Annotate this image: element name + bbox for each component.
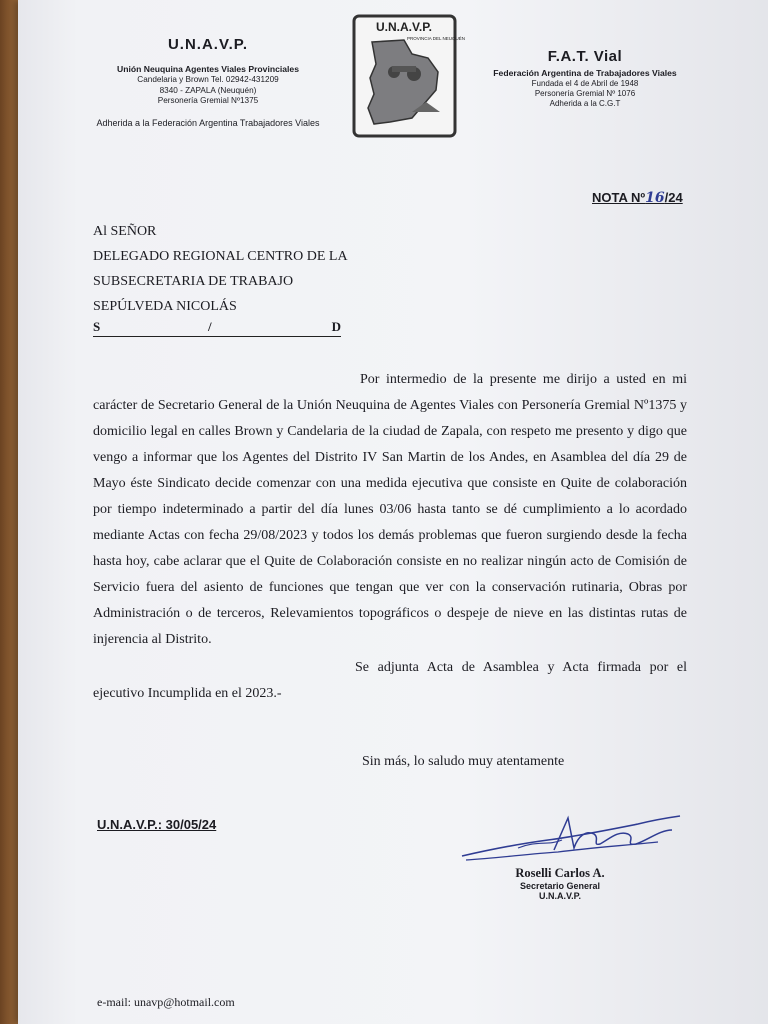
unavp-logo <box>352 14 466 138</box>
addressee-line-3: SUBSECRETARIA DE TRABAJO <box>93 274 294 289</box>
signatory-name: Roselli Carlos A. <box>515 866 605 880</box>
signatory-title: Secretario General <box>519 881 601 891</box>
left-city-line: 8340 - ZAPALA (Neuquén) <box>159 85 257 95</box>
right-personeria: Personería Gremial Nº 1076 <box>534 89 636 98</box>
sd-s: S <box>93 319 101 334</box>
sd-slash: / <box>208 319 212 334</box>
left-adherida: Adherida a la Federación Argentina Trabajadores Viales <box>96 117 320 128</box>
closing-line: Sin más, lo saludo muy atentamente <box>362 754 565 769</box>
addressee-line-4: SEPÚLVEDA NICOLÁS <box>93 299 237 314</box>
left-letterhead <box>58 36 358 128</box>
addressee-line-1: Al SEÑOR <box>93 224 157 239</box>
logo-title: U.N.A.V.P. <box>375 20 433 34</box>
left-personeria: Personería Gremial Nº1375 <box>157 96 259 105</box>
sd-d: D <box>331 319 341 334</box>
left-org-full-name: Unión Neuquina Agentes Viales Provinciales <box>117 64 299 74</box>
email-footer: e-mail: unavp@hotmail.com <box>97 995 235 1009</box>
nota-handwritten-number: 16 <box>645 190 665 206</box>
right-letterhead <box>465 48 705 109</box>
body-paragraph-2: Se adjunta Acta de Asamblea y Acta firmada por el ejecutivo Incumplida en el 2023.- <box>93 660 687 701</box>
right-adherida: Adherida a la C.G.T <box>549 99 621 108</box>
nota-number <box>592 190 683 206</box>
body-paragraph-1: Por intermedio de la presente me dirijo a usted en mi carácter de Secretario General de la Unión Neuquina de Agentes Viales con Personería Gremial Nº1375 y domicilio legal en calles Brown y Candelaria de la ciudad de Zapala, con respeto me presento y digo que vengo a informar que los Agentes del Distrito IV San Martin de los Andes, en Asamblea del día 29 de Mayo éste Sindicato decide comenzar con una medida ejecutiva que consiste en Quite de colaboración por tiempo indeterminado a partir del día lunes 03/06 hasta tanto se dé cumplimiento a lo acordado mediante Actas con fecha 29/08/2023 y todos los demás problemas que fueron surgiendo desde la fecha hasta hoy, cabe aclarar que el Quite de Colaboración consiste en no realizar ningún acto de Comisión de Servicio fuera del asiento de funciones que tengan que ver con la conservación rutinaria, Obras por Administración o de terceros, Relevamientos topográficos o despeje de nieve en las distintas rutas de injerencia al Distrito. <box>93 372 687 647</box>
letter-body <box>93 367 687 707</box>
addressee-block <box>93 219 348 319</box>
right-org-acronym: F.A.T. Vial <box>547 48 623 65</box>
left-address-line: Candelaria y Brown Tel. 02942-431209 <box>137 75 279 84</box>
handwritten-signature <box>458 800 684 866</box>
right-fundada: Fundada el 4 de Abril de 1948 <box>531 79 639 88</box>
signatory-org: U.N.A.V.P. <box>538 891 582 901</box>
right-org-full-name: Federación Argentina de Trabajadores Viales <box>493 68 677 78</box>
nota-prefix: NOTA Nº <box>592 190 646 205</box>
logo-caption: PROVINCIA DEL NEUQUÉN <box>406 36 466 41</box>
sd-line <box>93 319 341 337</box>
signatory-block <box>495 866 625 901</box>
addressee-line-2: DELEGADO REGIONAL CENTRO DE LA <box>93 249 348 264</box>
left-org-acronym: U.N.A.V.P. <box>167 36 249 53</box>
date-line: U.N.A.V.P.: 30/05/24 <box>97 817 217 832</box>
nota-suffix: /24 <box>664 190 683 205</box>
